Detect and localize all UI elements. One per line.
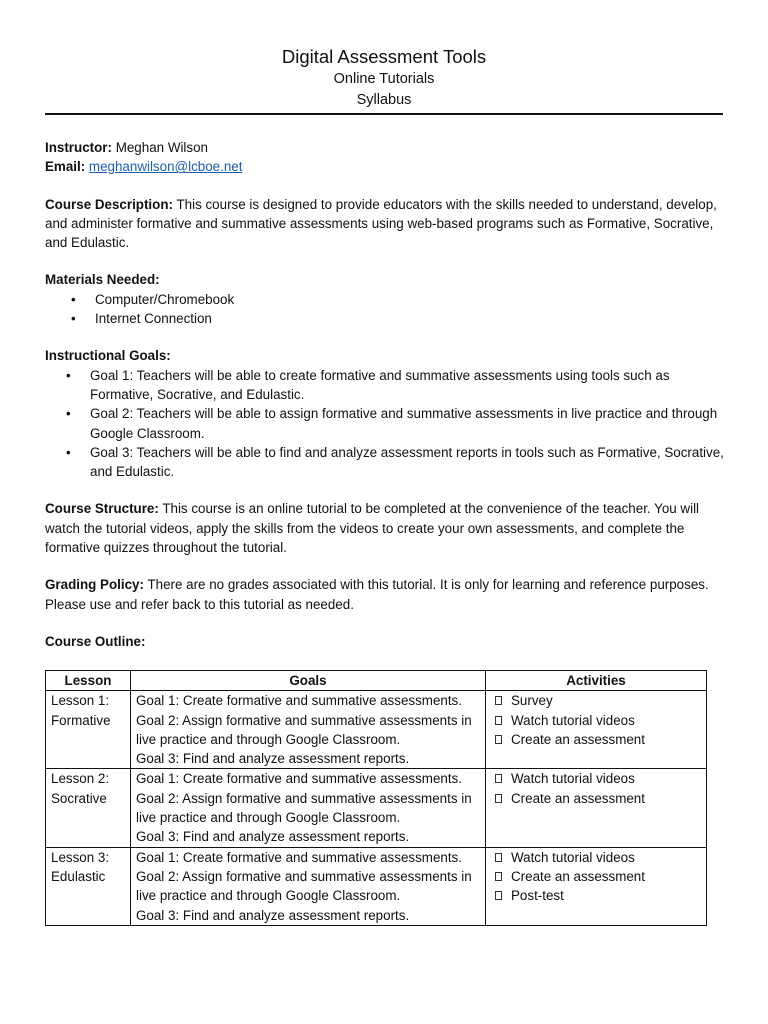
activity-item <box>491 711 706 730</box>
lesson-number: Lesson 3: <box>51 849 110 865</box>
activity-label: Watch tutorial videos <box>511 712 635 728</box>
document-header <box>45 45 723 111</box>
grading-policy-text: There are no grades associated with this tutorial. It is only for learning and reference purposes. Please use and refer back to this tutorial as needed. <box>45 577 709 612</box>
activity-label: Watch tutorial videos <box>511 849 635 865</box>
lesson-cell <box>46 847 131 925</box>
goal-item: Goal 2: Assign formative and summative assessments in live practice and through Google Classroom. <box>136 790 472 826</box>
activity-item <box>491 789 706 808</box>
activity-item <box>491 886 706 905</box>
lesson-name: Edulastic <box>51 868 106 884</box>
instructor-label: Instructor: <box>45 140 112 155</box>
document-title: Digital Assessment Tools <box>281 46 487 67</box>
materials-heading <box>45 270 725 289</box>
table-row <box>46 847 707 925</box>
column-header-activities: Activities <box>486 671 707 691</box>
activity-label: Watch tutorial videos <box>511 771 635 787</box>
course-description <box>45 195 725 253</box>
table-row <box>46 769 707 847</box>
course-structure-text: This course is an online tutorial to be completed at the convenience of the teacher. You will watch the tutorial videos, apply the skills from the videos to create your own assessments, and complete the formative quizzes throughout the tutorial. <box>45 501 700 556</box>
checkbox-icon <box>495 774 502 783</box>
header-divider <box>45 113 723 115</box>
activities-cell <box>486 691 707 769</box>
lesson-cell <box>46 691 131 769</box>
checkbox-icon <box>495 716 502 725</box>
materials-list <box>45 290 725 329</box>
lesson-name: Formative <box>51 712 111 728</box>
activity-item <box>491 769 706 788</box>
goal-item: Goal 3: Find and analyze assessment reports. <box>136 829 410 845</box>
activity-item <box>491 848 706 867</box>
document-subtitle-syllabus: Syllabus <box>356 92 412 108</box>
goal-item: Goal 1: Create formative and summative assessments. <box>136 771 462 787</box>
table-header-row <box>46 671 707 691</box>
email-line <box>45 157 725 176</box>
goal-item: Goal 2: Assign formative and summative assessments in live practice and through Google Classroom. <box>136 868 472 904</box>
goals-heading <box>45 346 725 365</box>
materials-label: Materials Needed: <box>45 272 160 288</box>
email-label: Email: <box>45 159 86 175</box>
activity-item <box>491 691 706 710</box>
email-link[interactable]: meghanwilson@lcboe.net <box>88 159 243 175</box>
list-item: • Goal 3: Teachers will be able to find and analyze assessment reports in tools such as Formative, Socrative, and Edulastic. <box>45 443 725 482</box>
goals-label: Instructional Goals: <box>45 348 171 364</box>
activities-cell <box>486 769 707 847</box>
syllabus-body <box>45 138 725 651</box>
lesson-name: Socrative <box>51 790 107 806</box>
grading-policy-label: Grading Policy: <box>45 577 144 593</box>
goal-item: Goal 1: Create formative and summative assessments. <box>136 849 462 865</box>
grading-policy <box>45 575 725 614</box>
course-structure <box>45 499 725 557</box>
lesson-number: Lesson 1: <box>51 693 110 709</box>
outline-label: Course Outline: <box>45 633 146 649</box>
goal-item: Goal 1: Create formative and summative assessments. <box>136 693 462 709</box>
goals-cell <box>131 847 486 925</box>
lesson-cell <box>46 769 131 847</box>
list-item: • Internet Connection <box>45 309 725 328</box>
checkbox-icon <box>495 853 502 862</box>
list-item: • Goal 2: Teachers will be able to assign formative and summative assessments in live practice and through Google Classroom. <box>45 404 725 443</box>
list-item: • Computer/Chromebook <box>45 290 725 309</box>
activity-label: Create an assessment <box>511 731 645 747</box>
goal-item: Goal 3: Find and analyze assessment reports. <box>136 907 410 923</box>
course-outline-table <box>45 670 707 926</box>
activity-label: Survey <box>511 693 553 709</box>
checkbox-icon <box>495 794 502 803</box>
activity-label: Create an assessment <box>511 868 645 884</box>
column-header-goals: Goals <box>131 671 486 691</box>
activity-label: Post-test <box>511 888 564 904</box>
goal-item: Goal 2: Assign formative and summative assessments in live practice and through Google Classroom. <box>136 712 472 747</box>
lesson-number: Lesson 2: <box>51 771 110 787</box>
table-row <box>46 691 707 769</box>
course-description-text: This course is designed to provide educators with the skills needed to understand, develop, and administer formative and summative assessments using web-based programs such as Formative, Socrative, and Edulastic. <box>45 196 717 251</box>
activity-item <box>491 730 706 749</box>
activities-cell <box>486 847 707 925</box>
course-description-label: Course Description: <box>45 196 173 212</box>
course-structure-label: Course Structure: <box>45 501 159 517</box>
document-subtitle-tutorials: Online Tutorials <box>333 71 435 87</box>
checkbox-icon <box>495 696 502 705</box>
checkbox-icon <box>495 872 502 881</box>
instructor-name: Meghan Wilson <box>115 140 208 155</box>
goals-cell <box>131 691 486 769</box>
activity-label: Create an assessment <box>511 790 645 806</box>
checkbox-icon <box>495 891 502 900</box>
outline-heading <box>45 632 725 651</box>
instructor-line <box>45 138 725 157</box>
checkbox-icon <box>495 735 502 744</box>
goals-list <box>45 366 725 482</box>
goal-item: Goal 3: Find and analyze assessment reports. <box>136 751 410 767</box>
list-item: • Goal 1: Teachers will be able to create formative and summative assessments using tools such as Formative, Socrative, and Edulastic. <box>45 366 725 405</box>
goals-cell <box>131 769 486 847</box>
activity-item <box>491 867 706 886</box>
column-header-lesson: Lesson <box>46 671 131 691</box>
